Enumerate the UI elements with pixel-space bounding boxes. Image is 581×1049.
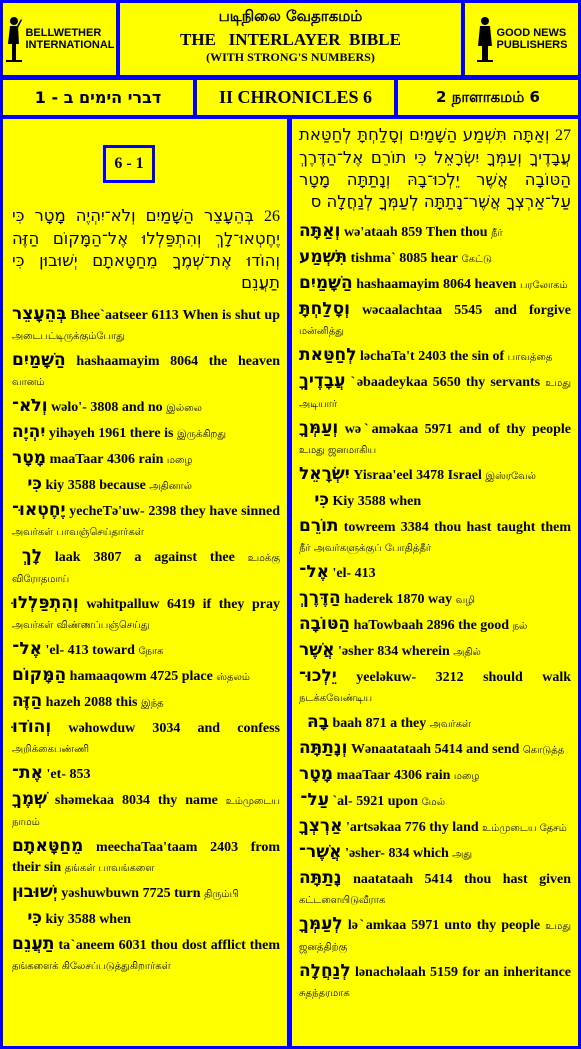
- word-entry: [12, 350, 280, 393]
- english-gloss: because: [99, 478, 146, 493]
- tamil-gloss: நல்: [512, 621, 528, 632]
- verse-26-hebrew: [12, 205, 280, 294]
- word-entry: [299, 221, 571, 244]
- word-entry: [299, 961, 571, 1004]
- verse-number: 26: [264, 208, 281, 225]
- word-entry: [299, 738, 571, 761]
- tamil-gloss: நீர்: [491, 228, 503, 239]
- hebrew-word: כִּי: [27, 908, 42, 928]
- word-entry: [299, 764, 571, 787]
- transliteration: ləchaTa't: [360, 349, 415, 364]
- word-entry: [12, 593, 280, 636]
- strongs-number[interactable]: 3212: [435, 670, 464, 685]
- hebrew-word: הַמָּקוֹם: [12, 665, 67, 685]
- tamil-gloss: மேல்: [421, 797, 446, 808]
- hebrew-word: יִהְיֶה: [12, 422, 46, 442]
- strongs-number[interactable]: 2403: [418, 349, 447, 364]
- strongs-number[interactable]: 3384: [400, 520, 429, 535]
- strongs-number[interactable]: 3588: [67, 912, 96, 927]
- english-gloss: Then thou: [425, 225, 488, 240]
- word-entry: [299, 464, 571, 487]
- transliteration: tishmaˋ: [350, 251, 396, 266]
- strongs-number[interactable]: 871 a: [365, 716, 398, 731]
- english-gloss: hear: [430, 251, 458, 266]
- english-gloss: they: [400, 716, 427, 731]
- transliteration: hashaamayim: [356, 277, 440, 292]
- word-entry: [12, 500, 280, 543]
- english-gloss: wherein: [401, 644, 450, 659]
- tamil-gloss: அறிக்கைபண்ணி: [12, 744, 90, 755]
- hebrew-word: יִשְׂרָאֵל: [299, 464, 350, 484]
- english-gloss: and of thy people: [459, 422, 571, 437]
- tamil-gloss: மழை: [166, 455, 193, 466]
- strongs-number[interactable]: 1961: [98, 426, 127, 441]
- chapter-verse-label: 6 - 1: [114, 155, 144, 172]
- hebrew-word: וְסָלַחְתָּ: [299, 299, 350, 319]
- tamil-gloss: உமது அடியார்: [299, 378, 572, 410]
- english-gloss: which: [412, 846, 449, 861]
- transliteration: wəˋaməkaa: [344, 422, 419, 437]
- transliteration: taˋaneem: [58, 938, 115, 953]
- english-gloss: thou hast taught them: [434, 520, 572, 535]
- tamil-gloss: அவர்கள்: [429, 719, 472, 730]
- transliteration: Kiy: [332, 494, 355, 509]
- word-entry: [12, 422, 280, 445]
- word-entry: [299, 868, 571, 911]
- english-gloss: if they pray: [202, 597, 281, 612]
- word-entry: [12, 836, 280, 879]
- english-book-label: II CHRONICLES 6: [218, 87, 373, 107]
- hebrew-word: הַטּוֹבָה: [299, 614, 351, 634]
- strongs-number[interactable]: 776: [404, 820, 426, 835]
- english-gloss: turn: [174, 886, 201, 901]
- hebrew-word: מָטָר: [12, 448, 47, 468]
- word-entry: [12, 908, 280, 931]
- tamil-gloss: தங்கள் பாவங்களை: [64, 863, 155, 874]
- tamil-gloss: வானம்: [12, 377, 45, 388]
- tamil-gloss: கொடுத்த: [522, 745, 565, 756]
- word-entry: [12, 882, 280, 905]
- english-gloss: there is: [129, 426, 174, 441]
- transliteration: 'el-: [332, 566, 352, 581]
- strongs-number[interactable]: 3478: [416, 468, 445, 483]
- transliteration: ˋəbaadeykaa: [350, 375, 428, 390]
- hebrew-word: בָהּ: [306, 712, 329, 732]
- hebrew-word: כִּי: [314, 490, 329, 510]
- word-entry: [299, 299, 571, 342]
- strongs-number[interactable]: 7725: [142, 886, 171, 901]
- right-column: [299, 124, 571, 1007]
- transliteration: wəlo'-: [51, 400, 87, 415]
- transliteration: Yisraa'eel: [353, 468, 413, 483]
- transliteration: 'əsher-: [345, 846, 385, 861]
- hebrew-word: אֶל־: [299, 562, 329, 582]
- english-gloss: and forgive: [494, 303, 571, 318]
- english-gloss: the heaven: [208, 354, 280, 369]
- hebrew-word: וְעַמְּךָ: [299, 418, 339, 438]
- hebrew-book-tab[interactable]: [3, 80, 193, 115]
- english-book-tab[interactable]: [197, 80, 394, 115]
- word-entry: [12, 691, 280, 714]
- word-entry: [299, 614, 571, 637]
- transliteration: towreem: [343, 520, 396, 535]
- word-entry: [12, 763, 280, 786]
- tamil-gloss: அதினால்: [149, 481, 192, 492]
- title-block: [120, 3, 461, 75]
- english-gloss: should walk: [483, 670, 571, 685]
- transliteration: kiy: [45, 478, 65, 493]
- hebrew-word: עֲבָדֶיךָ: [299, 371, 346, 391]
- left-column: [12, 205, 280, 980]
- english-gloss: unto thy people: [444, 918, 541, 933]
- transliteration: laak: [54, 550, 81, 565]
- word-entry: [299, 666, 571, 709]
- hebrew-word: אֲשֶׁר־: [299, 842, 342, 862]
- tamil-gloss: வழி: [455, 595, 476, 606]
- transliteration: yeeləkuw-: [356, 670, 417, 685]
- english-gloss: when: [99, 912, 132, 927]
- tamil-gloss: அவர்கள் பாவஞ்செய்தார்கள்: [12, 527, 144, 538]
- word-entry: [12, 474, 280, 497]
- transliteration: wə'ataah: [344, 225, 398, 240]
- word-entry: [299, 345, 571, 368]
- tamil-gloss: உமது ஜனமாகிய: [299, 445, 377, 456]
- transliteration: wəhitpalluw: [86, 597, 160, 612]
- verse-text: בְּהֵעָצֵר הַשָּׁמַיִם וְלֹא־יִהְיֶה מָטָר כִּי יֶחֶטְאוּ־לָךְ וְהִתְפַּלְלוּ אֶל־הַמָּקוֹם הַזֶּה וְהוֹדוּ אֶת־שְׁמֶךָ מֵחַטָּאתָם יְשׁוּבוּן כִּי תַעֲנֵם: [12, 206, 280, 292]
- tamil-gloss: உமக்கு விரோதமாய்: [12, 553, 281, 585]
- word-entry: [12, 448, 280, 471]
- word-entry: [299, 712, 571, 735]
- tamil-gloss: நீர் அவர்களுக்குப் போதித்தீர்: [299, 543, 432, 554]
- transliteration: yecheTə'uw-: [69, 504, 145, 519]
- hebrew-word: הַשָּׁמַיִם: [12, 350, 66, 370]
- english-gloss: this: [115, 695, 138, 710]
- tamil-book-tab[interactable]: [398, 80, 578, 115]
- strongs-number[interactable]: 413: [67, 643, 89, 658]
- bellwether-line2: INTERNATIONAL: [25, 39, 115, 51]
- verse-text: וְאַתָּה תִּשְׁמַע הַשָּׁמַיִם וְסָלַחְתָּ לְחַטַּאת עֲבָדֶיךָ וְעַמְּךָ יִשְׂרָאֵל כִּי תוֹרֵם אֶל־הַדֶּרֶךְ הַטּוֹבָה אֲשֶׁר יֵלְכוּ־בָהּ וְנָתַתָּה מָטָר עַל־אַרְצְךָ אֲשֶׁר־נָתַתָּה לְעַמְּךָ לְנַחֲלָה ס: [299, 125, 571, 211]
- hebrew-word: וְלֹא־: [12, 396, 48, 416]
- english-gloss: rain: [425, 768, 451, 783]
- tamil-gloss: இஸ்ரவேல்: [485, 471, 536, 482]
- strongs-number[interactable]: 413: [354, 566, 376, 581]
- english-gloss: heaven: [474, 277, 517, 292]
- word-entry: [12, 546, 280, 590]
- hebrew-word: יֵלְכוּ־: [299, 666, 337, 686]
- tamil-gloss: மன்னித்து: [299, 326, 344, 337]
- verse-number: 27: [555, 127, 572, 144]
- tamil-gloss: அதில்: [453, 647, 481, 658]
- strongs-number[interactable]: 5159: [430, 965, 459, 980]
- english-gloss: When is shut up: [182, 308, 281, 323]
- transliteration: wəcaalachtaa: [362, 303, 443, 318]
- hebrew-word: תַעֲנֵם: [12, 934, 55, 954]
- transliteration: yihəyeh: [48, 426, 95, 441]
- transliteration: baah: [332, 716, 363, 731]
- strongs-number[interactable]: 859: [401, 225, 423, 240]
- hebrew-word: לְנַחֲלָה: [299, 961, 351, 981]
- english-gloss: when: [389, 494, 422, 509]
- strongs-number[interactable]: 2398: [148, 504, 177, 519]
- word-entry: [299, 914, 571, 958]
- word-entry: [299, 790, 571, 813]
- hebrew-word: תִּשְׁמַע: [299, 247, 348, 267]
- tamil-gloss: கேட்டு: [461, 254, 492, 265]
- title-subtitle: (WITH STRONG'S NUMBERS): [206, 50, 375, 64]
- strongs-number[interactable]: 2896: [426, 618, 455, 633]
- tamil-gloss: உம்முடைய நாமம்: [12, 796, 280, 828]
- english-gloss: place: [181, 669, 213, 684]
- word-entry: [12, 396, 280, 419]
- tamil-gloss: நடக்கவேண்டிய: [299, 693, 373, 704]
- hebrew-word: וְנָתַתָּה: [299, 738, 348, 758]
- left-word-list: [12, 304, 280, 977]
- hebrew-word: וְהִתְפַּלְלוּ: [12, 593, 79, 613]
- transliteration: hashaamayim: [76, 354, 160, 369]
- transliteration: meechaTaa'taam: [96, 840, 198, 855]
- hebrew-word: יֶחֶטְאוּ־: [12, 500, 66, 520]
- word-entry: [299, 842, 571, 865]
- hebrew-word: אֶל־: [12, 639, 42, 659]
- hebrew-word: כִּי: [27, 474, 42, 494]
- word-entry: [299, 273, 571, 296]
- hebrew-word: לָךְ: [21, 546, 42, 566]
- strongs-number[interactable]: 3808: [90, 400, 119, 415]
- transliteration: hamaaqowm: [69, 669, 147, 684]
- transliteration: 'el-: [45, 643, 65, 658]
- tamil-gloss: இல்லை: [166, 403, 202, 414]
- transliteration: 'əsher: [338, 644, 374, 659]
- hebrew-word: וְהוֹדוּ: [12, 717, 52, 737]
- transliteration: ləˋamkaa: [347, 918, 407, 933]
- tamil-gloss: உமது ஜனத்திற்கு: [299, 921, 572, 953]
- word-entry: [299, 640, 571, 663]
- bellwether-logo: [3, 3, 116, 75]
- english-gloss: toward: [92, 643, 135, 658]
- strongs-number[interactable]: 4725: [150, 669, 179, 684]
- strongs-number[interactable]: 5921: [356, 794, 385, 809]
- strongs-number[interactable]: 4306: [107, 452, 136, 467]
- transliteration: 'et-: [46, 767, 66, 782]
- strongs-number[interactable]: 2403: [210, 840, 239, 855]
- strongs-number[interactable]: 853: [69, 767, 91, 782]
- hebrew-word: עַל־: [300, 790, 329, 810]
- transliteration: yəshuwbuwn: [61, 886, 140, 901]
- english-gloss: they have sinned: [180, 504, 281, 519]
- tamil-gloss: நோக: [138, 646, 164, 657]
- word-entry: [299, 371, 571, 415]
- hebrew-word: יְשׁוּבוּן: [12, 882, 58, 902]
- english-gloss: and no: [121, 400, 163, 415]
- transliteration: Wənaatataah: [350, 742, 432, 757]
- tamil-gloss: இந்த: [140, 698, 164, 709]
- english-gloss: a against thee: [134, 550, 235, 565]
- strongs-number[interactable]: 5971: [411, 918, 440, 933]
- word-entry: [12, 665, 280, 688]
- strongs-number[interactable]: 834: [388, 846, 410, 861]
- english-gloss: thy servants: [465, 375, 541, 390]
- tamil-gloss: அது: [452, 849, 473, 860]
- hebrew-word: שְׁמֶךָ: [12, 789, 48, 809]
- tamil-gloss: அடைபட்டிருக்கும்போது: [12, 331, 125, 342]
- english-gloss: rain: [138, 452, 164, 467]
- tamil-gloss: உம்முடைய தேசம்: [482, 823, 567, 834]
- hebrew-word: מָטָר: [299, 764, 334, 784]
- hebrew-word: נָתַתָּה: [299, 868, 342, 888]
- strongs-number[interactable]: 4306: [394, 768, 423, 783]
- english-gloss: and send: [466, 742, 520, 757]
- word-entry: [12, 789, 280, 833]
- strongs-number[interactable]: 6419: [167, 597, 196, 612]
- word-entry: [299, 247, 571, 270]
- english-gloss: for an inheritance: [462, 965, 572, 980]
- strongs-number[interactable]: 834: [377, 644, 399, 659]
- strongs-number[interactable]: 2088: [84, 695, 113, 710]
- title-tamil: படிநிலை வேதாகமம்: [218, 7, 363, 25]
- word-entry: [12, 304, 280, 347]
- word-entry: [299, 588, 571, 611]
- word-entry: [299, 516, 571, 559]
- chapter-verse-box: [103, 145, 155, 183]
- tamil-gloss: ஸ்தலம்: [216, 672, 250, 683]
- english-gloss: the good: [458, 618, 510, 633]
- good-news-logo: [465, 3, 578, 75]
- strongs-number[interactable]: 8064: [170, 354, 199, 369]
- strongs-number[interactable]: 8085: [399, 251, 428, 266]
- strongs-number[interactable]: 5545: [454, 303, 483, 318]
- english-gloss: from their sin: [12, 840, 281, 875]
- transliteration: haderek: [344, 592, 393, 607]
- hebrew-word: וְאַתָּה: [299, 221, 341, 241]
- transliteration: lənachəlaah: [354, 965, 426, 980]
- word-entry: [299, 418, 571, 461]
- good-news-figure-icon: [476, 16, 494, 62]
- tamil-gloss: பரலோகம்: [519, 280, 568, 291]
- strongs-number[interactable]: 8034: [121, 793, 150, 808]
- word-entry: [12, 934, 280, 977]
- transliteration: kiy: [45, 912, 65, 927]
- english-gloss: Israel: [447, 468, 482, 483]
- hebrew-word: לְעַמְּךָ: [299, 914, 343, 934]
- transliteration: Bheeˋaatseer: [70, 308, 148, 323]
- strongs-number[interactable]: 5414: [434, 742, 463, 757]
- transliteration: hazeh: [45, 695, 81, 710]
- title-english: THE INTERLAYER BIBLE: [180, 30, 401, 49]
- tamil-book-label: 2 நாளாகமம் 6: [436, 87, 540, 106]
- english-gloss: thou hast given: [464, 872, 572, 887]
- tamil-gloss: பாவத்தை: [507, 352, 553, 363]
- hebrew-word: אֲשֶׁר: [299, 640, 335, 660]
- strongs-number[interactable]: 3807: [93, 550, 122, 565]
- tamil-gloss: திரும்பி: [204, 889, 239, 900]
- strongs-number[interactable]: 5650: [432, 375, 461, 390]
- hebrew-word: הַזֶּה: [12, 691, 43, 711]
- transliteration: wəhowduw: [68, 721, 136, 736]
- english-gloss: thy name: [157, 793, 218, 808]
- hebrew-book-label: דברי הימים ב - 1: [34, 88, 162, 107]
- transliteration: ˋal-: [332, 794, 353, 809]
- word-entry: [12, 717, 280, 760]
- hebrew-word: תוֹרֵם: [299, 516, 339, 536]
- strongs-number[interactable]: 3034: [152, 721, 181, 736]
- hebrew-word: מֵחַטָּאתָם: [12, 836, 84, 856]
- transliteration: naatataah: [353, 872, 414, 887]
- transliteration: maaTaar: [49, 452, 104, 467]
- hebrew-word: בְּהֵעָצֵר: [12, 304, 67, 324]
- good-news-line2: PUBLISHERS: [496, 39, 568, 51]
- strongs-number[interactable]: 3588: [67, 478, 96, 493]
- transliteration: 'artsəkaa: [346, 820, 402, 835]
- english-gloss: upon: [387, 794, 419, 809]
- transliteration: shəmekaa: [54, 793, 115, 808]
- transliteration: maaTaar: [336, 768, 391, 783]
- strongs-number[interactable]: 5971: [424, 422, 453, 437]
- english-gloss: the sin of: [449, 349, 505, 364]
- strongs-number[interactable]: 3588: [357, 494, 386, 509]
- tamil-gloss: கட்டளையிடுவீராக: [299, 895, 386, 906]
- english-gloss: thou dost afflict them: [150, 938, 281, 953]
- strongs-number[interactable]: 5414: [424, 872, 453, 887]
- english-gloss: and confess: [197, 721, 280, 736]
- word-entry: [299, 816, 571, 839]
- tamil-gloss: அவர்கள் விண்ணப்பஞ்செய்து: [12, 620, 150, 631]
- good-news-line1: GOOD NEWS: [496, 27, 567, 39]
- bellwether-line1: BELLWETHER: [25, 27, 102, 39]
- word-entry: [299, 562, 571, 585]
- verse-27-hebrew: [299, 124, 571, 213]
- strongs-number[interactable]: 1870: [396, 592, 425, 607]
- right-word-list: [299, 221, 571, 1004]
- bellwether-figure-icon: [4, 16, 22, 62]
- strongs-number[interactable]: 6113: [151, 308, 179, 323]
- english-gloss: thy land: [429, 820, 479, 835]
- strongs-number[interactable]: 8064: [442, 277, 471, 292]
- hebrew-word: אֶת־: [12, 763, 44, 783]
- word-entry: [12, 639, 280, 662]
- word-entry: [299, 490, 571, 513]
- tamil-gloss: மழை: [453, 771, 480, 782]
- hebrew-word: אַרְצְךָ: [299, 816, 343, 836]
- hebrew-word: הַשָּׁמַיִם: [299, 273, 353, 293]
- strongs-number[interactable]: 6031: [118, 938, 147, 953]
- tamil-gloss: இருக்கிறது: [176, 429, 227, 440]
- english-gloss: way: [427, 592, 453, 607]
- tamil-gloss: சுதந்தரமாக: [299, 988, 350, 999]
- transliteration: haTowbaah: [353, 618, 424, 633]
- hebrew-word: הַדֶּרֶךְ: [299, 588, 341, 608]
- tamil-gloss: தங்களைக் கிலேசப்படுத்துகிறார்கள்: [12, 961, 171, 972]
- hebrew-word: לְחַטַּאת: [299, 345, 357, 365]
